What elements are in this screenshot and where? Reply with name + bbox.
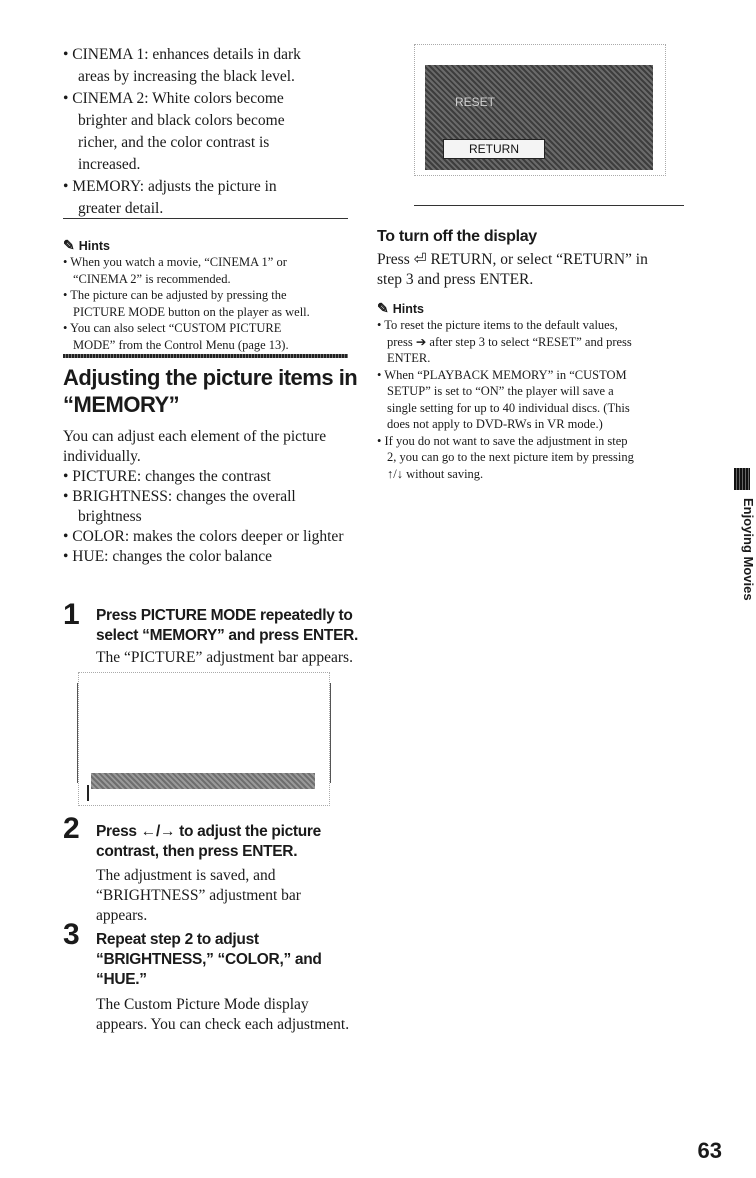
hints-right — [377, 300, 717, 482]
return-button: RETURN — [443, 139, 545, 159]
bullet-line: brighter and black colors become — [78, 112, 285, 129]
bullet-line: • MEMORY: adjusts the picture in — [63, 178, 277, 195]
hints-list — [377, 317, 717, 482]
screen-display — [425, 65, 653, 170]
hint-line: PICTURE MODE button on the player as well. — [73, 304, 310, 319]
step-1-number: 1 — [63, 598, 80, 631]
hint-line: 2, you can go to the next picture item by pressing — [387, 450, 634, 464]
bullet-line: • BRIGHTNESS: changes the overall — [63, 488, 296, 505]
turn-off-text: Press ⏎ RETURN, or select “RETURN” in step 3 and press ENTER. — [377, 251, 648, 288]
divider — [414, 205, 684, 206]
bullet-line: richer, and the color contrast is — [78, 134, 270, 151]
hint-line: • The picture can be adjusted by pressing the — [63, 288, 287, 302]
step-1-title: Press PICTURE MODE repeatedly to select “MEMORY” and press ENTER. — [96, 607, 359, 644]
osd-edge — [77, 683, 78, 783]
picture-adjust-bar — [91, 773, 315, 789]
hint-line: ↑/↓ without saving. — [387, 466, 484, 481]
side-tab-marker — [734, 468, 750, 490]
hint-line: does not apply to DVD-RWs in VR mode.) — [387, 417, 603, 431]
section-bar — [63, 354, 348, 358]
intro-line: individually. — [63, 448, 141, 465]
page-number: 63 — [697, 1138, 722, 1163]
step-2-title: Press ←/→ to adjust the picture contrast, then press ENTER. — [96, 823, 321, 860]
lightbulb-icon: ✎ — [377, 300, 389, 316]
step-3-body: The Custom Picture Mode display appears. You can check each adjustment. — [96, 996, 350, 1033]
bullet-line: • PICTURE: changes the contrast — [63, 468, 271, 485]
bullet-line: greater detail. — [78, 200, 164, 217]
hint-line: MODE” from the Control Menu (page 13). — [73, 337, 289, 352]
intro-line: You can adjust each element of the picture — [63, 428, 327, 445]
bullet-line: increased. — [78, 156, 141, 173]
hint-line: • If you do not want to save the adjustment in step — [377, 433, 628, 448]
hint-line: “CINEMA 2” is recommended. — [73, 271, 231, 286]
hints-left — [63, 237, 353, 353]
hint-line: • When “PLAYBACK MEMORY” in “CUSTOM — [377, 367, 627, 382]
osd-edge — [330, 683, 331, 783]
divider — [63, 218, 348, 219]
hint-line: • To reset the picture items to the default values, — [377, 318, 618, 332]
bullet-line: areas by increasing the black level. — [78, 68, 295, 85]
lightbulb-icon: ✎ — [63, 237, 75, 253]
custom-picture-mode-screen — [414, 44, 666, 176]
hint-line: SETUP” is set to “ON” the player will save a — [387, 384, 614, 398]
section-intro — [63, 427, 353, 567]
bullet-line: • CINEMA 2: White colors become — [63, 90, 284, 107]
hint-line: press ➔ after step 3 to select “RESET” and press — [387, 334, 632, 349]
bullet-line: • HUE: changes the color balance — [63, 548, 272, 565]
step-3-number: 3 — [63, 918, 80, 951]
hints-list — [63, 254, 353, 353]
side-tab-label: Enjoying Movies — [741, 498, 756, 601]
section-title: Adjusting the picture items in “MEMORY” — [63, 365, 358, 417]
hint-line: single setting for up to 40 individual discs. (This — [387, 400, 630, 415]
step-1-body: The “PICTURE” adjustment bar appears. — [96, 649, 353, 666]
bullet-line: • COLOR: makes the colors deeper or lighter — [63, 528, 344, 545]
hint-line: • When you watch a movie, “CINEMA 1” or — [63, 255, 287, 269]
bullet-line: brightness — [78, 508, 142, 525]
step-2-body: The adjustment is saved, and “BRIGHTNESS” adjustment bar appears. — [96, 867, 301, 924]
turn-off-heading: To turn off the display — [377, 228, 537, 245]
faint-menu-text: RESET — [455, 95, 496, 109]
step-2-number: 2 — [63, 812, 80, 845]
hint-line: • You can also select “CUSTOM PICTURE — [63, 321, 282, 335]
picture-adjust-osd — [78, 672, 330, 806]
hints-heading: ✎ Hints — [63, 237, 110, 253]
osd-edge — [87, 785, 89, 801]
step-3-title: Repeat step 2 to adjust “BRIGHTNESS,” “COLOR,” and “HUE.” — [96, 931, 322, 988]
bullet-line: • CINEMA 1: enhances details in dark — [63, 46, 301, 63]
hint-line: ENTER. — [387, 351, 431, 365]
picture-mode-descriptions — [63, 44, 353, 220]
hints-heading: ✎ Hints — [377, 300, 424, 316]
